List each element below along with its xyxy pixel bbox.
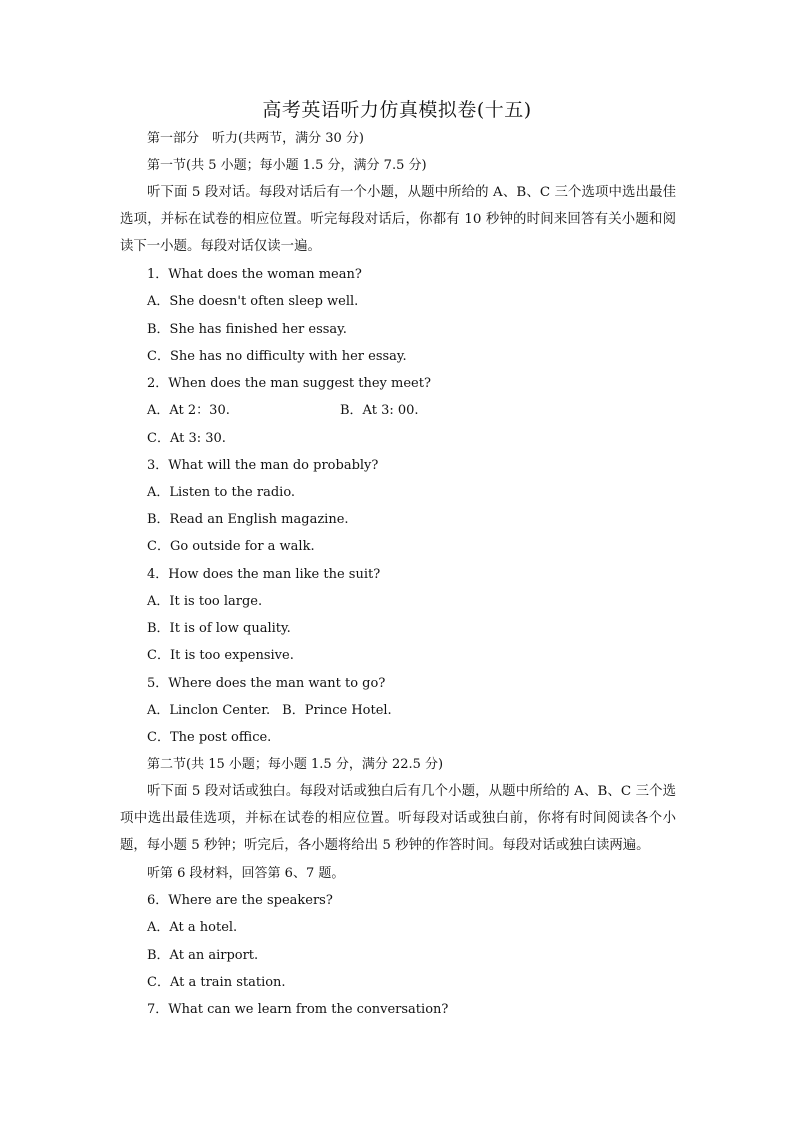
section2-instructions: 听下面 5 段对话或独白。每段对话或独白后有几个小题，从题中所给的 A、B、C 三个选项中选出最佳选项，并标在试卷的相应位置。听每段对话或独白前，你将有时间阅读各个小题，每小题 5 秒钟；听完后，各小题将给出 5 秒钟的作答时间。每段对话或独白读两遍。 xyxy=(120,784,676,854)
section1-instructions: 听下面 5 段对话。每段对话后有一个小题，从题中所给的 A、B、C 三个选项中选出最佳选项，并标在试卷的相应位置。听完每段对话后，你都有 10 秒钟的时间来回答有关小题和阅读下一小题。每段对话仅读一遍。 xyxy=(120,185,676,255)
question-3-stem: 3．What will the man do probably? xyxy=(147,458,379,473)
question-2-stem: 2．When does the man suggest they meet? xyxy=(147,376,431,391)
question-2-option-c: C．At 3: 30. xyxy=(147,431,226,446)
question-7-stem: 7．What can we learn from the conversation? xyxy=(147,1002,449,1017)
question-5-option-c: C．The post office. xyxy=(147,730,272,745)
question-1-option-a: A．She doesn't often sleep well. xyxy=(147,294,359,309)
question-1-option-c: C．She has no difficulty with her essay. xyxy=(147,349,407,364)
section2-heading: 第二节(共 15 小题；每小题 1.5 分，满分 22.5 分) xyxy=(147,757,444,772)
question-5-option-a: A．Linclon Center. xyxy=(147,703,271,718)
question-6-option-b: B．At an airport. xyxy=(147,948,259,963)
part1-heading: 第一部分 听力(共两节，满分 30 分) xyxy=(147,131,364,146)
question-4-stem: 4．How does the man like the suit? xyxy=(147,567,381,582)
question-5-option-b: B．Prince Hotel. xyxy=(282,703,392,718)
question-5-options-ab xyxy=(147,701,392,721)
question-1-stem: 1．What does the woman mean? xyxy=(147,267,362,282)
question-2-option-a: A．At 2：30. xyxy=(147,403,230,418)
question-4-option-c: C．It is too expensive. xyxy=(147,648,294,663)
question-6-stem: 6．Where are the speakers? xyxy=(147,893,333,908)
question-4-option-b: B．It is of low quality. xyxy=(147,621,291,636)
question-4-option-a: A．It is too large. xyxy=(147,594,263,609)
question-6-option-c: C．At a train station. xyxy=(147,975,286,990)
question-3-option-c: C．Go outside for a walk. xyxy=(147,539,315,554)
section1-heading: 第一节(共 5 小题；每小题 1.5 分，满分 7.5 分) xyxy=(147,158,427,173)
question-1-option-b: B．She has finished her essay. xyxy=(147,322,347,337)
question-2-option-b: B．At 3: 00. xyxy=(340,403,419,418)
question-6-option-a: A．At a hotel. xyxy=(147,920,238,935)
page-title: 高考英语听力仿真模拟卷(十五) xyxy=(262,99,532,121)
question-3-option-b: B．Read an English magazine. xyxy=(147,512,349,527)
question-5-stem: 5．Where does the man want to go? xyxy=(147,676,386,691)
question-3-option-a: A．Listen to the radio. xyxy=(147,485,296,500)
material-note: 听第 6 段材料，回答第 6、7 题。 xyxy=(147,866,345,881)
